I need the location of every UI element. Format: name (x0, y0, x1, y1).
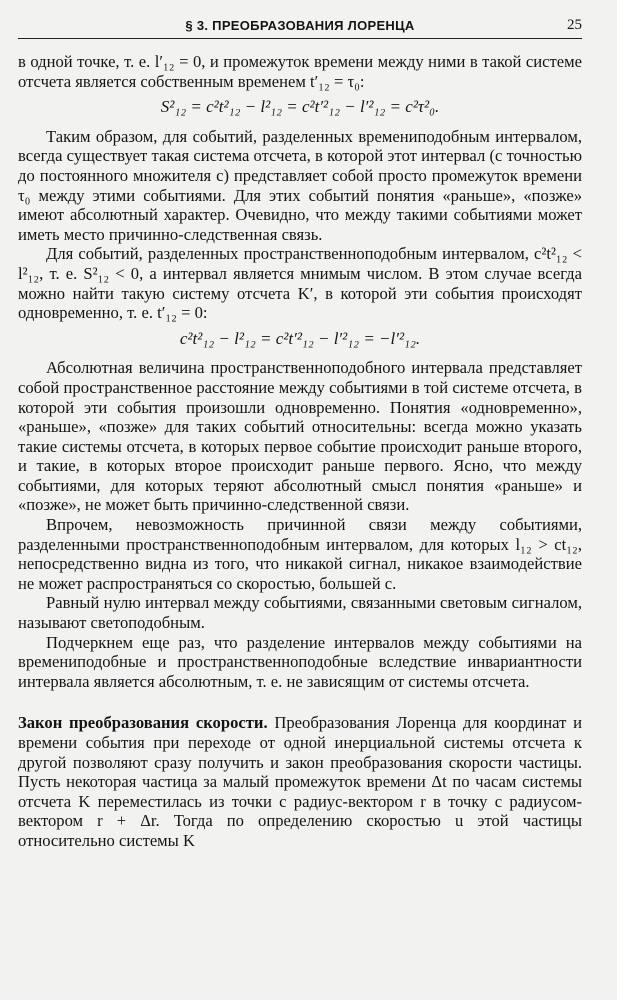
subsection-heading: Закон преобразования скорости. (18, 713, 268, 733)
equation-1: S²₁₂ = c²t²₁₂ − l²₁₂ = c²t′²₁₂ − l′²₁₂ = c²τ²₀. (160, 97, 440, 117)
paragraph-7 (18, 713, 582, 850)
section-title: § 3. ПРЕОБРАЗОВАНИЯ ЛОРЕНЦА (185, 18, 415, 33)
paragraph-5: Равный нулю интервал между событиями, связанными световым сигналом, называют светоподобным. (18, 593, 582, 633)
paragraph-6: Подчеркнем еще раз, что разделение интервалов между событиями на времениподобные и пространственноподобные вследствие инвариантности интервала является абсолютным, т. е. не зависящим от системы отсчета. (18, 632, 582, 691)
page-number: 25 (567, 17, 582, 33)
paragraph-2: Для событий, разделенных пространственноподобным интервалом, c²t²₁₂ < l²₁₂, т. е. S²₁₂ < 0, а интервал является мнимым числом. В этом случае всегда можно найти такую систему отсчета K′, в которой эти события происходят одновременно, т. е. t′₁₂ = 0: (18, 244, 582, 323)
running-header (18, 12, 582, 39)
paragraph-7-text: Преобразования Лоренца для координат и времени события при переходе от одной инерциальной системы отсчета к другой позволяют сразу получить и закон преобразования скорости частицы. Пусть некоторая частица за малый промежуток времени Δt по часам системы отсчета K переместилась из точки с радиус-вектором r в точку с радиусом-вектором r + Δr. Тогда по определению скоростью u этой частицы относительно системы K (18, 713, 582, 850)
page-body (18, 52, 582, 851)
paragraph-0: в одной точке, т. е. l′₁₂ = 0, и промежуток времени между ними в такой системе отсчета является собственным временем t′₁₂ = τ₀: (18, 52, 582, 91)
paragraph-4: Впрочем, невозможность причинной связи между событиями, разделенными пространственноподобным интервалом, для которых l₁₂ > ct₁₂, непосредственно видна из того, что никакой сигнал, никакое взаимодействие не может распространяться со скоростью, большей c. (18, 515, 582, 593)
equation-2: c²t²₁₂ − l²₁₂ = c²t′²₁₂ − l′²₁₂ = −l′²₁₂. (179, 328, 421, 348)
paragraph-1: Таким образом, для событий, разделенных времениподобным интервалом, всегда существует такая система отсчета, в которой этот интервал (с точностью до постоянного множителя c) представляет собой просто промежуток времени τ₀ между этими событиями. Для этих событий понятия «раньше», «позже» имеют абсолютный характер. Очевидно, что между такими событиями может иметь место причинно-следственная связь. (18, 126, 582, 244)
paragraph-3: Абсолютная величина пространственноподобного интервала представляет собой пространственное расстояние между событиями в той системе отсчета, в которой эти события произошли одновременно. Понятия «одновременно», «раньше», «позже» для таких событий относительны: всегда можно указать такие системы отсчета, в которых первое событие происходит раньше второго, и такие, в которых второе происходит раньше первого. Ясно, что между событиями, для которых теряют абсолютный смысл понятия «раньше» и «позже», не может быть причинно-следственной связи. (18, 358, 582, 515)
